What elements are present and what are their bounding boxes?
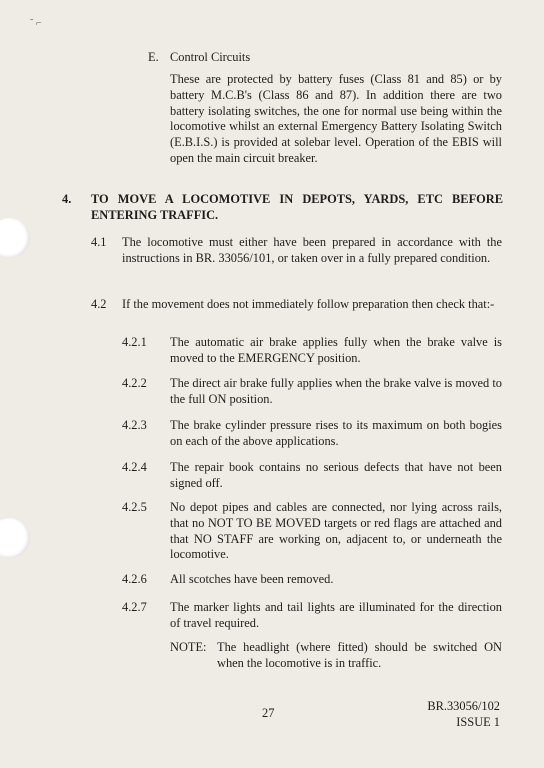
punch-hole-top [0,218,30,258]
check-4-2-1-text: The automatic air brake applies fully when the brake valve is moved to the EMERGENCY position. [170,335,502,365]
para-4-1-number: 4.1 [91,235,107,249]
check-4-2-6-text: All scotches have been removed. [170,572,334,586]
section-4-heading: TO MOVE A LOCOMOTIVE IN DEPOTS, YARDS, ETC BEFORE ENTERING TRAFFIC. [91,192,503,222]
note-label: NOTE: [170,640,207,654]
check-4-2-1-number: 4.2.1 [122,335,147,349]
para-4-2-number: 4.2 [91,297,107,311]
check-4-2-5-text: No depot pipes and cables are connected, nor lying across rails, that no NOT TO BE MOVED targets or red flags are attached and that NO STAFF are working on, adjacent to, or underneath the locomotive. [170,500,502,562]
check-4-2-7-text: The marker lights and tail lights are illuminated for the direction of travel required. [170,600,502,630]
doc-ref: BR.33056/102 [427,699,500,713]
section-4-number: 4. [62,192,72,206]
check-4-2-3-number: 4.2.3 [122,418,147,432]
check-4-2-2-number: 4.2.2 [122,376,147,390]
check-4-2-5-number: 4.2.5 [122,500,147,514]
para-4-2-text: If the movement does not immediately follow preparation then check that:- [122,297,495,311]
check-4-2-6-number: 4.2.6 [122,572,147,586]
section-e-letter: E. [148,50,159,64]
punch-hole-bottom [0,518,30,558]
note-text: The headlight (where fitted) should be switched ON when the locomotive is in traffic. [217,640,502,670]
para-4-1-text: The locomotive must either have been prepared in accordance with the instructions in BR. 33056/101, or taken over in a fully prepared condition. [122,235,502,265]
section-e-title: Control Circuits [170,50,251,64]
section-e-body: These are protected by battery fuses (Class 81 and 85) or by battery M.C.B's (Class 86 and 87). In addition there are two battery isolating switches, the one for normal use being within the locomotive whilst an external Emergency Battery Isolating Switch (E.B.I.S.) is provided at solebar level. Operation of the EBIS will open the main circuit breaker. [170,72,502,165]
check-4-2-7-number: 4.2.7 [122,600,147,614]
check-4-2-2-text: The direct air brake fully applies when the brake valve is moved to the full ON position. [170,376,502,406]
issue-label: ISSUE 1 [456,715,500,729]
check-4-2-4-text: The repair book contains no serious defects that have not been signed off. [170,460,502,490]
document-reference [427,698,500,730]
page-mark: ˜ ⌐ [30,18,42,29]
page-number: 27 [262,706,275,720]
check-4-2-4-number: 4.2.4 [122,460,147,474]
check-4-2-3-text: The brake cylinder pressure rises to its maximum on both bogies on each of the above applications. [170,418,502,448]
